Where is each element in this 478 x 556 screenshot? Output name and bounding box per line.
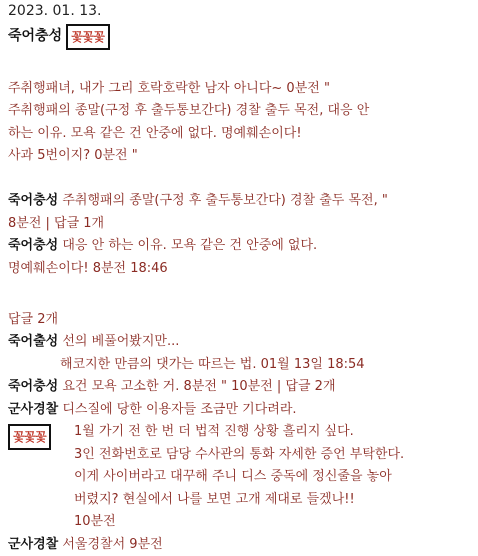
- reply-author[interactable]: 죽어충성: [8, 379, 58, 394]
- level-badge: 꽃꽃꽃: [66, 24, 109, 50]
- comment-meta[interactable]: 8분전 | 답글 1개: [8, 213, 478, 236]
- reply-text: 요건 모욕 고소한 거. 8분전 " 10분전 | 답글 2개: [62, 379, 335, 394]
- comment-text: 주취행패의 종말(구정 후 출두통보간다) 경찰 출두 목전, ": [62, 193, 387, 208]
- reply-meta: 10분전: [8, 511, 478, 534]
- author-nickname[interactable]: 죽어충성: [8, 28, 62, 44]
- reply-row: [8, 376, 478, 399]
- post-body: [8, 78, 478, 168]
- reply-text: 디스질에 당한 이용자들 조금만 기다려라.: [62, 402, 296, 417]
- reply-row: [8, 399, 478, 422]
- spacer: [8, 280, 478, 303]
- reply-count[interactable]: 답글 2개: [8, 309, 478, 332]
- comment-row: [8, 235, 478, 258]
- post-line: 주취행패녀, 내가 그리 호락호락한 남자 아니다~ 0분전 ": [8, 78, 478, 101]
- comment-row: [8, 190, 478, 213]
- post-line: 사과 5번이지? 0분전 ": [8, 145, 478, 168]
- post-date: 2023. 01. 13.: [8, 1, 478, 21]
- comment-author[interactable]: 죽어충성: [8, 193, 58, 208]
- reply-text-cont: 해코지한 만큼의 댓가는 따르는 법. 01월 13일 18:54: [8, 354, 478, 377]
- reply-text-cont: 이게 사이버라고 대꾸해 주니 디스 중독에 정신줄을 놓아: [8, 466, 478, 489]
- reply-text-cont: 1월 가기 전 한 번 더 법적 진행 상황 흘리지 싶다.: [8, 421, 478, 444]
- comment: [8, 190, 478, 280]
- reply-author[interactable]: 군사경찰: [8, 402, 58, 417]
- reply-author[interactable]: 군사경찰: [8, 537, 58, 552]
- replies-section: [8, 309, 478, 556]
- level-badge: 꽃꽃꽃: [8, 424, 51, 450]
- reply-text: 선의 베풀어봤지만...: [62, 334, 179, 349]
- comment-author[interactable]: 죽어충성: [8, 238, 58, 253]
- reply-text-cont: 3인 전화번호로 담당 수사관의 통화 자세한 증언 부탁한다.: [8, 444, 478, 467]
- comment-text-cont: 명예훼손이다! 8분전 18:46: [8, 258, 478, 281]
- spacer: [8, 168, 478, 191]
- reply-row: [8, 331, 478, 354]
- reply-text: 서울경찰서 9분전: [62, 537, 162, 552]
- reply-row: [8, 534, 478, 556]
- reply-author[interactable]: 죽어출성: [8, 334, 58, 349]
- post-author-row: [8, 21, 478, 55]
- comment-text: 대응 안 하는 이유. 모욕 같은 건 안중에 없다.: [62, 238, 317, 253]
- screenshot-root: [0, 1, 478, 549]
- post-line: 하는 이유. 모욕 같은 건 안중에 없다. 명예훼손이다!: [8, 123, 478, 146]
- spacer: [8, 55, 478, 78]
- reply-text-cont: 버렸지? 현실에서 나를 보면 고개 제대로 들겠나!!: [8, 489, 478, 512]
- post-line: 주취행패의 종말(구정 후 출두통보간다) 경찰 출두 목전, 대응 안: [8, 100, 478, 123]
- reply-body: [8, 421, 478, 534]
